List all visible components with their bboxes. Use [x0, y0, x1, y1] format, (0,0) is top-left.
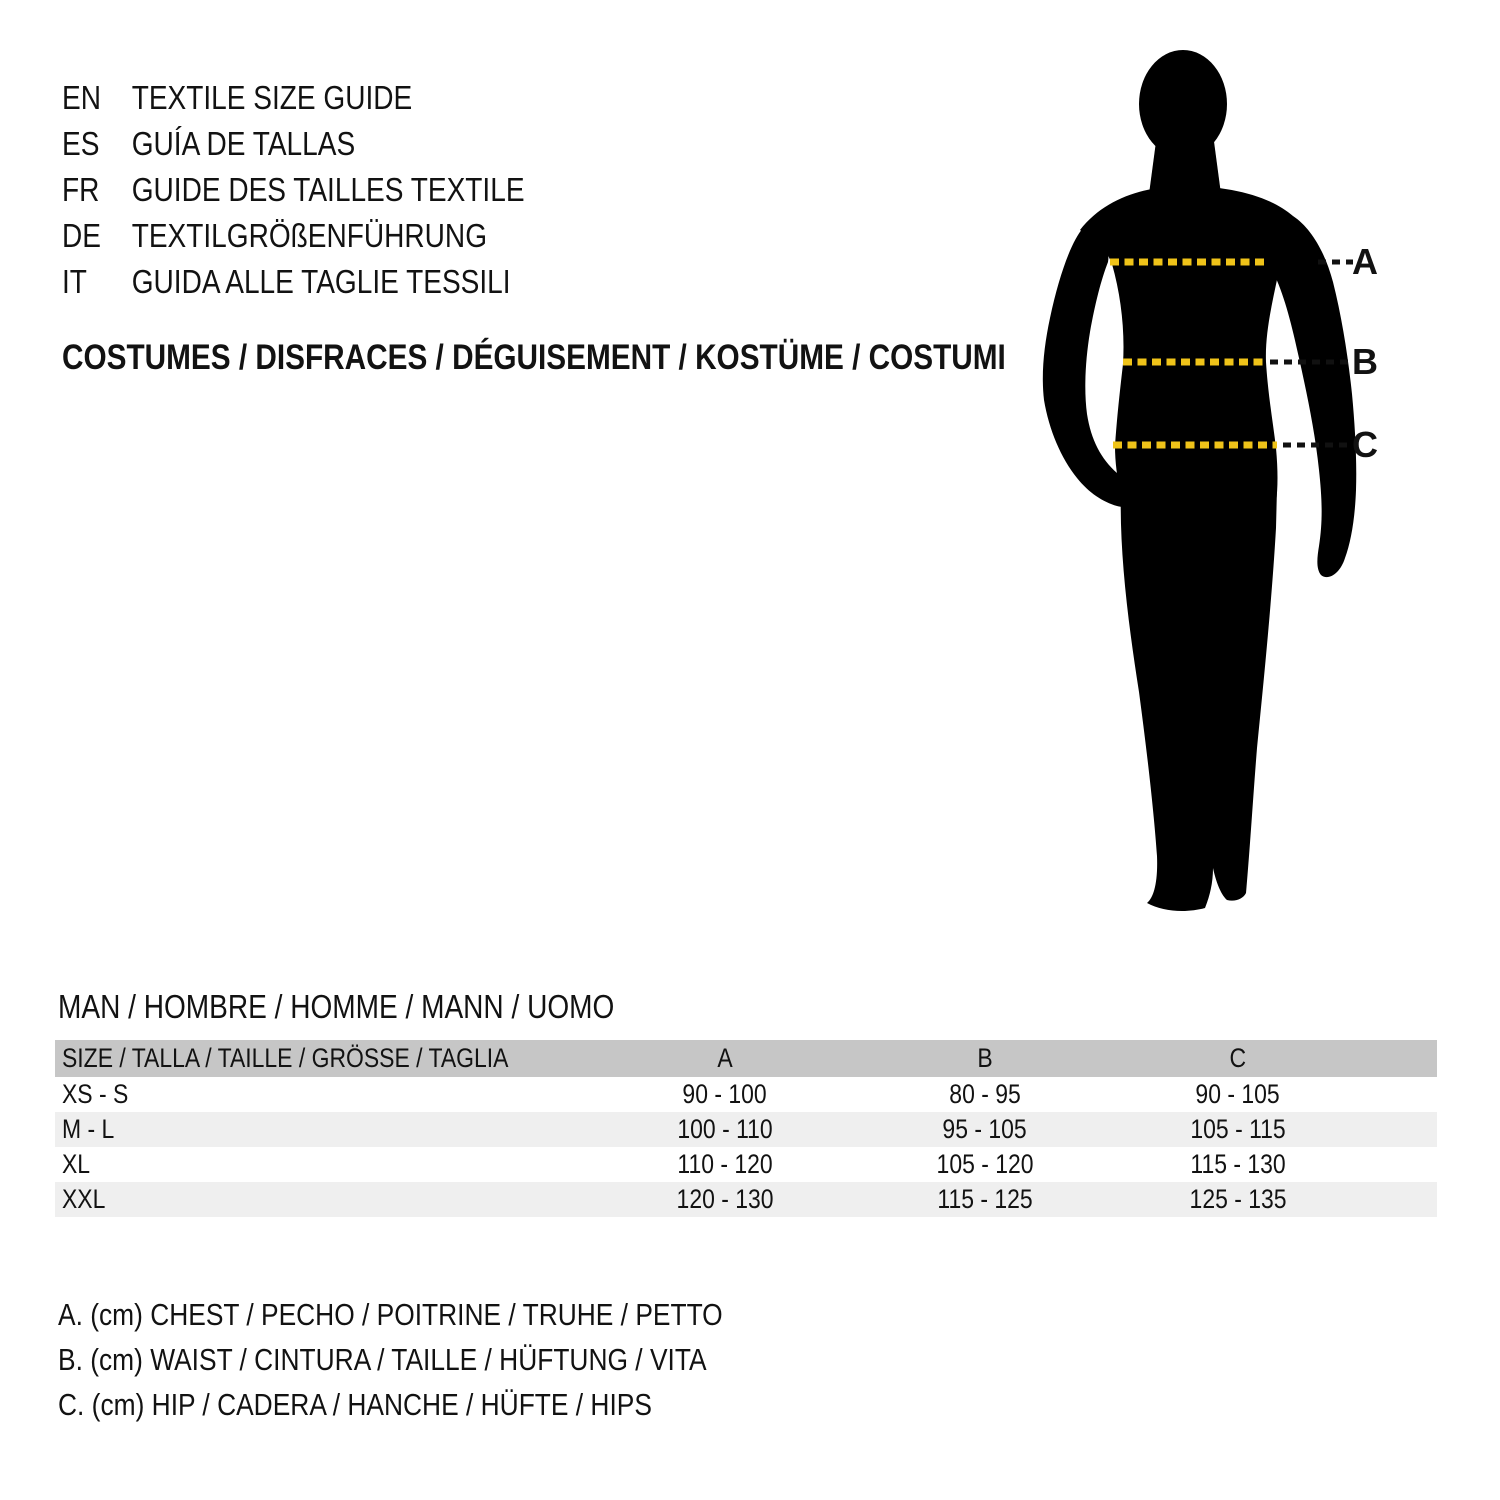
- size-table: [55, 1040, 1437, 1217]
- table-header-row: [55, 1040, 1437, 1077]
- value-cell-c: 90 - 105: [1195, 1079, 1281, 1109]
- language-code: EN: [62, 79, 101, 116]
- language-code: ES: [62, 125, 100, 162]
- measure-label-a: A: [1352, 241, 1378, 282]
- language-label: GUIDE DES TAILLES TEXTILE: [131, 171, 525, 208]
- size-cell: M - L: [62, 1114, 115, 1144]
- language-label: TEXTILE SIZE GUIDE: [131, 79, 413, 116]
- language-code: IT: [62, 263, 87, 300]
- value-cell-a: 100 - 110: [677, 1114, 773, 1144]
- language-code: DE: [62, 217, 101, 254]
- language-label: TEXTILGRÖßENFÜHRUNG: [131, 217, 488, 254]
- size-cell: XL: [62, 1149, 91, 1179]
- language-code: FR: [62, 171, 100, 208]
- value-cell-b: 80 - 95: [949, 1079, 1021, 1109]
- language-row-es: [62, 121, 525, 167]
- header-col-a: A: [717, 1043, 733, 1073]
- table-row: [55, 1077, 1437, 1112]
- language-label: GUÍA DE TALLAS: [131, 125, 356, 162]
- header-size-cell: SIZE / TALLA / TAILLE / GRÖSSE / TAGLIA: [62, 1043, 509, 1073]
- value-cell-b: 115 - 125: [937, 1184, 1033, 1214]
- value-cell-c: 105 - 115: [1190, 1114, 1286, 1144]
- legend-item-waist: B. (cm) WAIST / CINTURA / TAILLE / HÜFTUNG / VITA: [58, 1342, 707, 1377]
- language-row-it: [62, 259, 525, 305]
- language-title-block: [62, 75, 606, 305]
- value-cell-c: 115 - 130: [1190, 1149, 1286, 1179]
- size-cell: XXL: [62, 1184, 106, 1214]
- silhouette-neck: [1149, 134, 1221, 194]
- value-cell-b: 105 - 120: [936, 1149, 1034, 1179]
- category-title: COSTUMES / DISFRACES / DÉGUISEMENT / KOSTÜME / COSTUMI: [62, 338, 1006, 377]
- language-label: GUIDA ALLE TAGLIE TESSILI: [131, 263, 511, 300]
- value-cell-c: 125 - 135: [1189, 1184, 1287, 1214]
- man-silhouette-figure: [1035, 50, 1375, 930]
- value-cell-a: 120 - 130: [676, 1184, 774, 1214]
- table-row: [55, 1112, 1437, 1147]
- language-row-en: [62, 75, 525, 121]
- silhouette-right-arm: [1272, 216, 1356, 577]
- table-row: [55, 1147, 1437, 1182]
- table-row: [55, 1182, 1437, 1217]
- header-col-b: B: [977, 1043, 993, 1073]
- measurement-legend: [58, 1292, 840, 1427]
- size-cell: XS - S: [62, 1079, 129, 1109]
- language-row-fr: [62, 167, 525, 213]
- section-title-man: MAN / HOMBRE / HOMME / MANN / UOMO: [58, 988, 615, 1025]
- legend-item-hip: C. (cm) HIP / CADERA / HANCHE / HÜFTE / HIPS: [58, 1387, 652, 1422]
- value-cell-b: 95 - 105: [942, 1114, 1028, 1144]
- value-cell-a: 90 - 100: [682, 1079, 768, 1109]
- silhouette-legs: [1121, 488, 1277, 911]
- header-col-c: C: [1229, 1043, 1247, 1073]
- language-row-de: [62, 213, 525, 259]
- silhouette-torso: [1080, 186, 1293, 517]
- legend-item-chest: A. (cm) CHEST / PECHO / POITRINE / TRUHE / PETTO: [58, 1297, 723, 1332]
- measure-label-b: B: [1352, 341, 1378, 382]
- measure-label-c: C: [1352, 424, 1378, 465]
- value-cell-a: 110 - 120: [677, 1149, 773, 1179]
